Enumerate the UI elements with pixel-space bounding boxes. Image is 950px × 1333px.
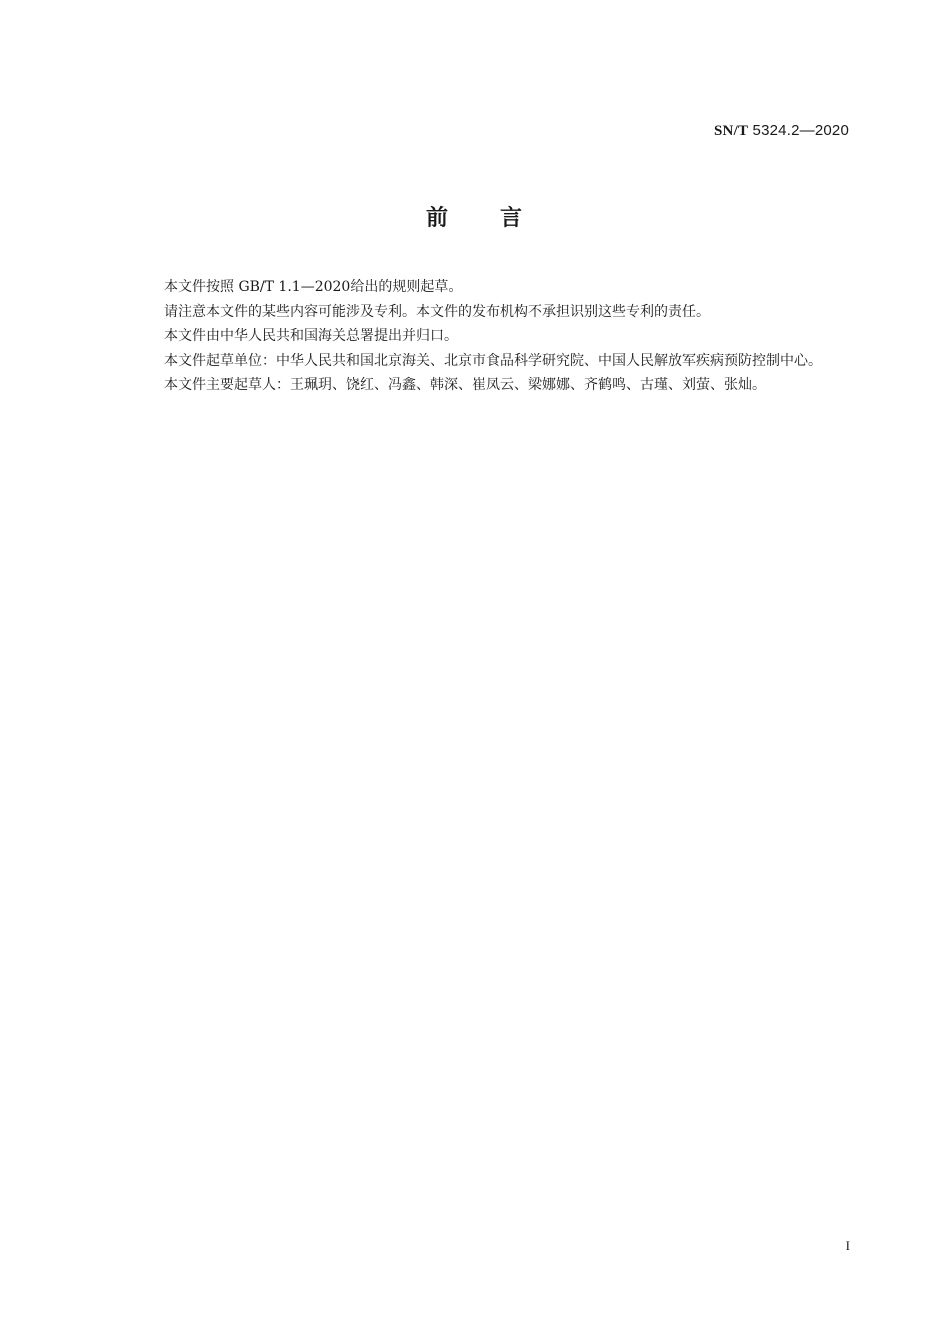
title-char-1: 前 <box>425 206 450 231</box>
title-char-2: 言 <box>500 206 525 231</box>
paragraph-drafting-units: 本文件起草单位：中华人民共和国北京海关、北京市食品科学研究院、中国人民解放军疾病预防控制中心。 <box>164 352 822 369</box>
foreword-body <box>133 275 849 398</box>
standard-prefix: SN/T <box>714 123 749 139</box>
paragraph-patent-notice: 请注意本文件的某些内容可能涉及专利。本文件的发布机构不承担识别这些专利的责任。 <box>164 303 710 320</box>
standard-number: 5324.2—2020 <box>748 122 849 139</box>
page-title <box>0 201 950 232</box>
standard-number-header <box>714 122 849 140</box>
paragraph-drafters: 本文件主要起草人：王珮玥、饶红、冯鑫、韩深、崔凤云、梁娜娜、齐鹤鸣、古瑾、刘萤、张灿。 <box>164 377 766 393</box>
page-number: I <box>845 1238 850 1253</box>
paragraph-proposed-by: 本文件由中华人民共和国海关总署提出并归口。 <box>164 328 458 344</box>
paragraph-drafting-rules: 本文件按照 GB/T 1.1—2020给出的规则起草。 <box>164 279 463 295</box>
